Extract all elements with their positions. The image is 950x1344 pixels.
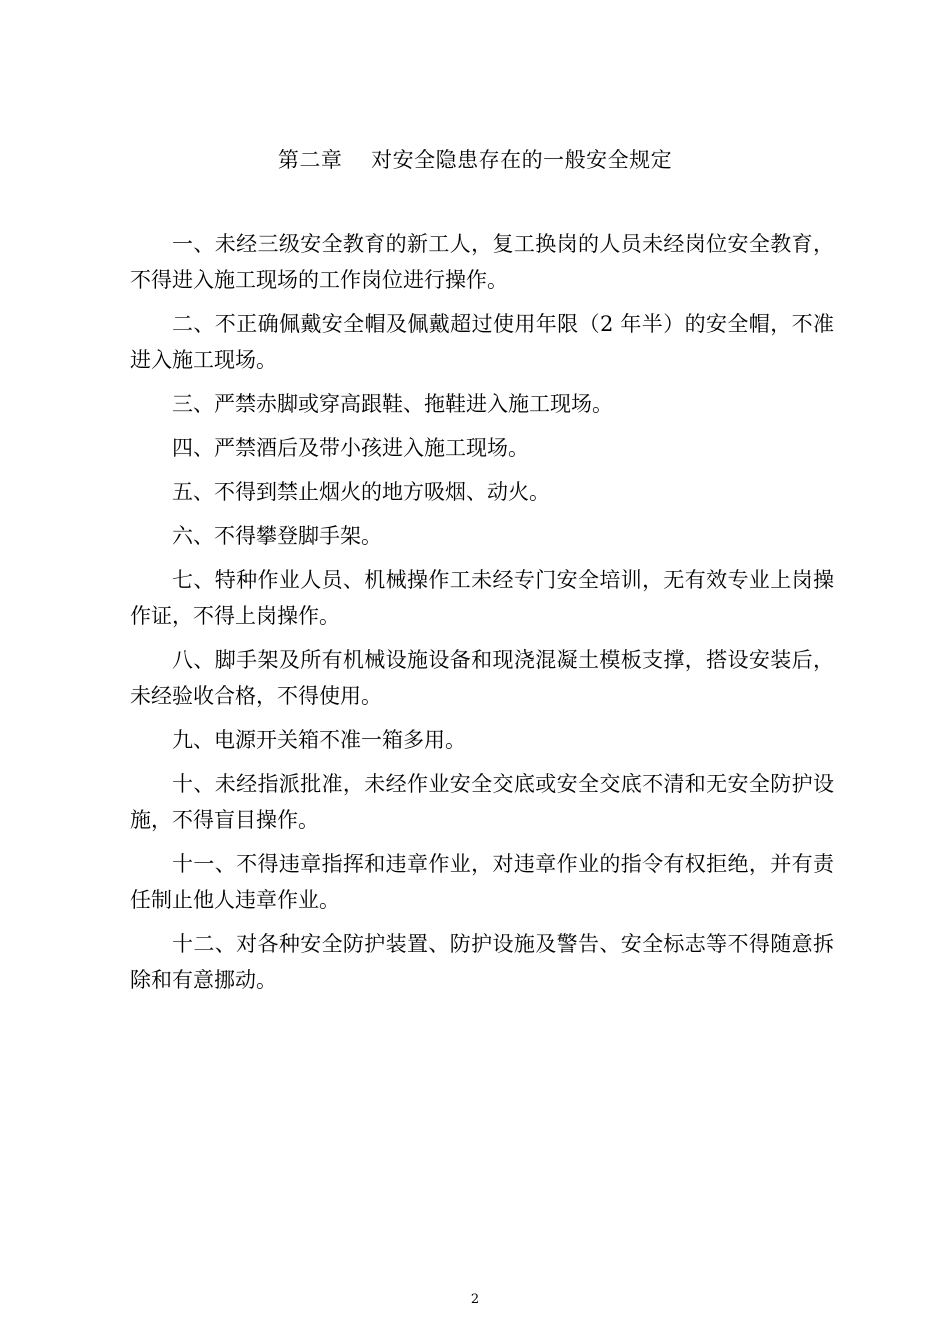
rule-item-4: 四、严禁酒后及带小孩进入施工现场。 xyxy=(172,436,529,460)
rule-item-8: 八、脚手架及所有机械设施设备和现浇混凝土模板支撑，搭设安装后，未经验收合格，不得使用。 xyxy=(130,648,834,708)
rules-list xyxy=(130,226,834,1006)
rule-item-7: 七、特种作业人员、机械操作工未经专门安全培训，无有效专业上岗操作证，不得上岗操作。 xyxy=(130,568,834,628)
rule-item-10: 十、未经指派批准，未经作业安全交底或安全交底不清和无安全防护设施，不得盲目操作。 xyxy=(130,772,834,832)
rule-item-2: 二、不正确佩戴安全帽及佩戴超过使用年限（2 年半）的安全帽，不准进入施工现场。 xyxy=(130,312,834,372)
chapter-title: 第二章 对安全隐患存在的一般安全规定 xyxy=(277,148,673,172)
page-number: 2 xyxy=(470,1292,480,1307)
rule-item-9: 九、电源开关箱不准一箱多用。 xyxy=(172,728,466,752)
rule-item-6: 六、不得攀登脚手架。 xyxy=(172,524,382,548)
rule-item-3: 三、严禁赤脚或穿高跟鞋、拖鞋进入施工现场。 xyxy=(172,392,613,416)
rule-item-5: 五、不得到禁止烟火的地方吸烟、动火。 xyxy=(172,480,550,504)
rule-item-11: 十一、不得违章指挥和违章作业，对违章作业的指令有权拒绝，并有责任制止他人违章作业。 xyxy=(130,852,834,912)
rule-item-12: 十二、对各种安全防护装置、防护设施及警告、安全标志等不得随意拆除和有意挪动。 xyxy=(130,932,834,992)
rule-item-1: 一、未经三级安全教育的新工人，复工换岗的人员未经岗位安全教育，不得进入施工现场的工作岗位进行操作。 xyxy=(130,232,834,292)
